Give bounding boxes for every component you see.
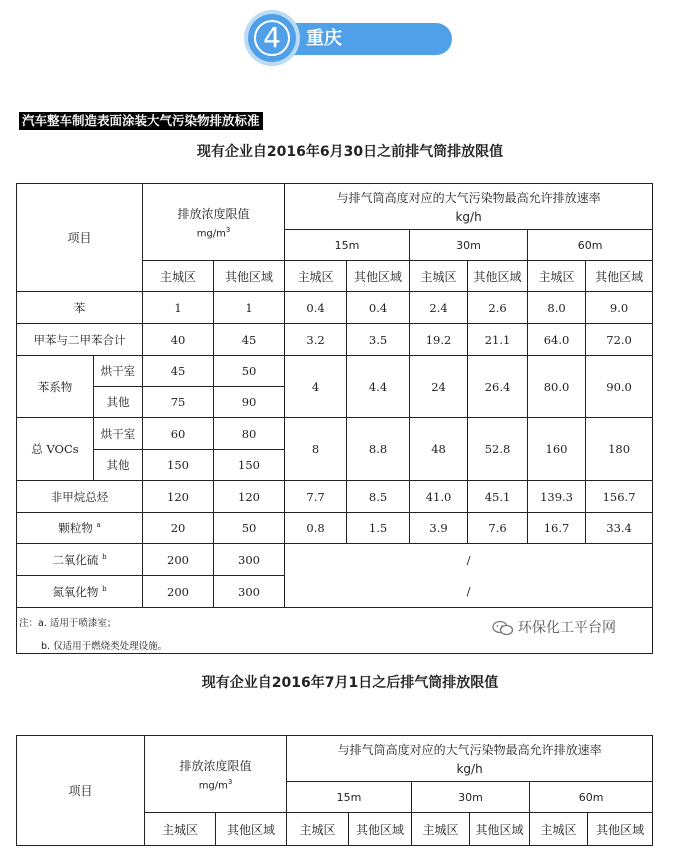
cell: 0.4 <box>285 292 347 324</box>
cell: 33.4 <box>586 513 653 544</box>
cell: 26.4 <box>468 356 528 418</box>
header-height-15m: 15m <box>287 782 412 813</box>
header-conc-label: 排放浓度限值 <box>177 206 250 221</box>
sub-label: 烘干室 <box>94 418 143 450</box>
section-title: 重庆 <box>306 28 342 49</box>
cell: 19.2 <box>410 324 468 356</box>
zone-header: 主城区 <box>528 261 586 292</box>
cell: 16.7 <box>528 513 586 544</box>
header-rate-label: 与排气筒高度对应的大气污染物最高允许排放速率 <box>337 743 602 757</box>
cell: 50 <box>214 513 285 544</box>
row-label: 苯系物 <box>17 356 94 418</box>
header-conc: 排放浓度限值 $mg/m^3$ <box>143 184 285 261</box>
cell: 40 <box>143 324 214 356</box>
cell: 8.0 <box>528 292 586 324</box>
zone-header: 其他区域 <box>470 813 530 846</box>
zone-header: 其他区域 <box>349 813 412 846</box>
cell: 156.7 <box>586 481 653 513</box>
zone-header: 主城区 <box>412 813 470 846</box>
header-rate <box>287 736 653 782</box>
zone-header: 其他区域 <box>214 261 285 292</box>
row-label: 氮氧化物 $^b$ <box>17 576 143 608</box>
header-height-60m: 60m <box>528 230 653 261</box>
zone-header: 主城区 <box>285 261 347 292</box>
sub-label: 其他 <box>94 387 143 418</box>
cell: 0.8 <box>285 513 347 544</box>
cell: 80 <box>214 418 285 450</box>
cell-slash: / <box>285 544 653 576</box>
header-rate-label: 与排气筒高度对应的大气污染物最高允许排放速率 <box>336 191 601 205</box>
cell: 45.1 <box>468 481 528 513</box>
table-row <box>17 356 653 387</box>
sub-label: 烘干室 <box>94 356 143 387</box>
cell: 2.4 <box>410 292 468 324</box>
cell: 3.9 <box>410 513 468 544</box>
emission-table-1 <box>16 183 653 654</box>
header-conc-label: 排放浓度限值 <box>179 758 252 773</box>
cell: 1.5 <box>347 513 410 544</box>
table1-caption: 现有企业自2016年6月30日之前排气筒排放限值 <box>196 144 504 160</box>
header-rate <box>285 184 653 230</box>
watermark <box>492 618 616 638</box>
cell: 45 <box>143 356 214 387</box>
cell: 1 <box>143 292 214 324</box>
cell: 7.6 <box>468 513 528 544</box>
sub-label: 其他 <box>94 450 143 481</box>
row-label: 甲苯与二甲苯合计 <box>17 324 143 356</box>
cell: 3.2 <box>285 324 347 356</box>
cell: 1 <box>214 292 285 324</box>
cell: 4 <box>285 356 347 418</box>
header-height-15m: 15m <box>285 230 410 261</box>
standard-label: 汽车整车制造表面涂装大气污染物排放标准 <box>19 112 263 130</box>
cell: 24 <box>410 356 468 418</box>
cell: 41.0 <box>410 481 468 513</box>
header-rate-unit: kg/h <box>455 210 482 224</box>
zone-header: 其他区域 <box>216 813 287 846</box>
cell: 48 <box>410 418 468 481</box>
cell: 160 <box>528 418 586 481</box>
header-item: 项目 <box>17 736 145 846</box>
row-label: 苯 <box>17 292 143 324</box>
table-row <box>17 576 653 608</box>
cell: 8.8 <box>347 418 410 481</box>
row-label: 总 VOCs <box>17 418 94 481</box>
cell: 139.3 <box>528 481 586 513</box>
note-a: 注：a. 适用于喷漆室； <box>19 618 117 629</box>
cell: 7.7 <box>285 481 347 513</box>
cell: 90.0 <box>586 356 653 418</box>
cell: 200 <box>143 576 214 608</box>
cell: 150 <box>214 450 285 481</box>
cell: 180 <box>586 418 653 481</box>
watermark-text: 环保化工平台网 <box>518 620 616 636</box>
cell: 150 <box>143 450 214 481</box>
cell: 120 <box>214 481 285 513</box>
cell: 75 <box>143 387 214 418</box>
table-row <box>17 418 653 450</box>
header-conc-unit: mg/m <box>196 228 226 240</box>
header-conc: 排放浓度限值 $mg/m^3$ <box>145 736 287 813</box>
cell: 8 <box>285 418 347 481</box>
section-number: 4 <box>263 21 281 54</box>
row-label: 二氧化硫 $^b$ <box>17 544 143 576</box>
cell: 9.0 <box>586 292 653 324</box>
wechat-icon <box>492 620 514 636</box>
zone-header: 主城区 <box>410 261 468 292</box>
section-header <box>248 14 452 62</box>
cell: 300 <box>214 576 285 608</box>
cell: 200 <box>143 544 214 576</box>
zone-header: 主城区 <box>287 813 349 846</box>
zone-header: 其他区域 <box>586 261 653 292</box>
header-height-60m: 60m <box>530 782 653 813</box>
cell-slash: / <box>285 576 653 608</box>
header-item: 项目 <box>17 184 143 292</box>
zone-header: 主城区 <box>145 813 216 846</box>
cell: 45 <box>214 324 285 356</box>
header-conc-unit: mg/m <box>198 780 228 792</box>
cell: 90 <box>214 387 285 418</box>
row-label: 非甲烷总烃 <box>17 481 143 513</box>
zone-header: 主城区 <box>143 261 214 292</box>
cell: 300 <box>214 544 285 576</box>
zone-header: 其他区域 <box>468 261 528 292</box>
cell: 72.0 <box>586 324 653 356</box>
zone-header: 主城区 <box>530 813 588 846</box>
table-row <box>17 292 653 324</box>
cell: 120 <box>143 481 214 513</box>
cell: 52.8 <box>468 418 528 481</box>
table-row <box>17 481 653 513</box>
cell: 4.4 <box>347 356 410 418</box>
cell: 60 <box>143 418 214 450</box>
cell: 2.6 <box>468 292 528 324</box>
section-number-badge <box>248 14 296 62</box>
zone-header: 其他区域 <box>588 813 653 846</box>
header-height-30m: 30m <box>412 782 530 813</box>
cell: 8.5 <box>347 481 410 513</box>
table-row <box>17 324 653 356</box>
cell: 20 <box>143 513 214 544</box>
note-b: b. 仅适用于燃烧类处理设施。 <box>41 641 168 652</box>
row-label: 颗粒物 $^a$ <box>17 513 143 544</box>
cell: 3.5 <box>347 324 410 356</box>
section-header-bar <box>272 23 452 55</box>
header-rate-unit: kg/h <box>456 762 483 776</box>
cell: 21.1 <box>468 324 528 356</box>
cell: 0.4 <box>347 292 410 324</box>
table2-caption: 现有企业自2016年7月1日之后排气筒排放限值 <box>201 675 499 691</box>
emission-table-2 <box>16 735 653 846</box>
cell: 64.0 <box>528 324 586 356</box>
cell: 50 <box>214 356 285 387</box>
cell: 80.0 <box>528 356 586 418</box>
table-row <box>17 513 653 544</box>
zone-header: 其他区域 <box>347 261 410 292</box>
table-row <box>17 544 653 576</box>
header-height-30m: 30m <box>410 230 528 261</box>
